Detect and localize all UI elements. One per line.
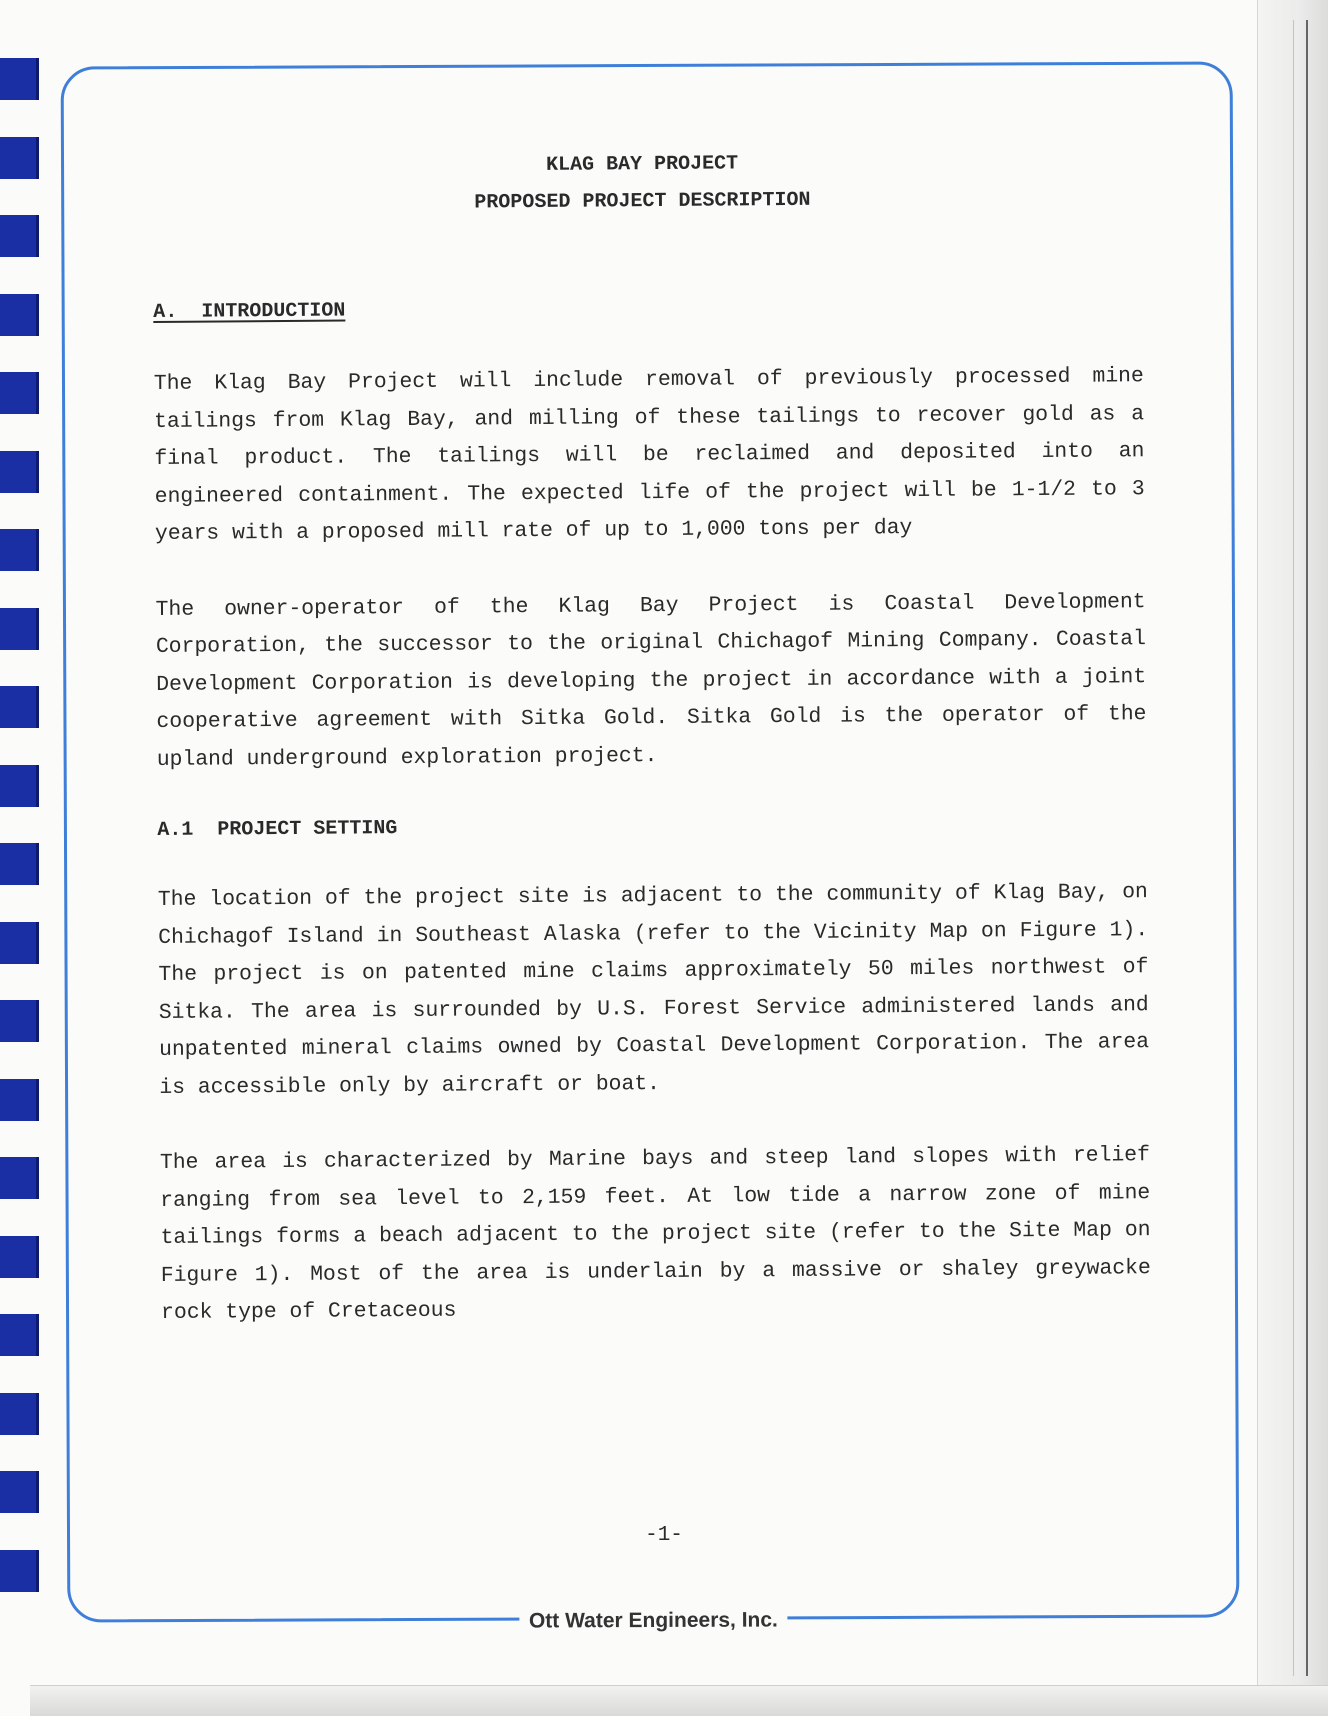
paragraph: The Klag Bay Project will include removal of previously processed mine tailings from Klag Bay, and milling of these tailings to recover gold as a final product. The tailings will be reclaimed and deposited into an engineered containment. The expected life of the project will be 1-1/2 to 3 years with a proposed mill rate of up to 1,000 tons per day bbox=[153, 364, 1145, 546]
footer-firm-text: Ott Water Engineers, Inc. bbox=[519, 1608, 788, 1633]
section-heading-project-setting: A.1 PROJECT SETTING bbox=[157, 817, 398, 842]
binding-punch bbox=[0, 1471, 39, 1513]
page-number: -1- bbox=[645, 1524, 683, 1547]
binding-punch bbox=[0, 215, 39, 257]
section-heading-introduction: A. INTRODUCTION bbox=[153, 299, 346, 324]
binding-punch bbox=[0, 1079, 39, 1121]
binding-punch bbox=[0, 1000, 39, 1042]
paragraph: The owner-operator of the Klag Bay Project is Coastal Development Corporation, the successor to the original Chichagof Mining Company. Coastal Development Corporation is developing the project in accordance with a joint cooperative agreement with Sitka Gold. Sitka Gold is the operator of the upland underground exploration project. bbox=[155, 589, 1147, 772]
paragraph: The location of the project site is adjacent to the community of Klag Bay, on Chichagof Island in Southeast Alaska (refer to the Vicinity Map on Figure 1). The project is on patented mine claims approximately 50 miles northwest of Sitka. The area is surrounded by U.S. Forest Service administered lands and unpatented mineral claims owned by Coastal Development Corporation. The area is accessible only by aircraft or boat. bbox=[157, 880, 1150, 1100]
binding-punch bbox=[0, 372, 39, 414]
binding-punch bbox=[0, 1157, 39, 1199]
binding-punch bbox=[0, 686, 39, 728]
binding-punch bbox=[0, 294, 39, 336]
binding-punch bbox=[0, 1314, 39, 1356]
page-edge-line bbox=[1293, 20, 1294, 1676]
binding-punch bbox=[0, 58, 39, 100]
spiral-binding bbox=[0, 58, 40, 1648]
page-edge-line bbox=[1306, 20, 1308, 1676]
binding-punch bbox=[0, 608, 39, 650]
document-title: KLAG BAY PROJECT bbox=[546, 152, 739, 177]
binding-punch bbox=[0, 451, 39, 493]
binding-punch bbox=[0, 843, 39, 885]
bottom-page-edge bbox=[30, 1685, 1328, 1716]
paragraph: The area is characterized by Marine bays and steep land slopes with relief ranging from sea level to 2,159 feet. At low tide a narrow zone of mine tailings forms a beach adjacent to the project site (refer to the Site Map on Figure 1). Most of the area is underlain by a massive or shaley greywacke rock type of Cretaceous bbox=[159, 1143, 1151, 1325]
footer-firm-name bbox=[70, 1606, 1236, 1635]
binding-punch bbox=[0, 1550, 39, 1592]
binding-punch bbox=[0, 922, 39, 964]
binding-punch bbox=[0, 1393, 39, 1435]
document-subtitle: PROPOSED PROJECT DESCRIPTION bbox=[474, 188, 811, 215]
binding-punch bbox=[0, 137, 39, 179]
stacked-page-edges bbox=[1257, 0, 1328, 1716]
binding-punch bbox=[0, 529, 39, 571]
title-block bbox=[152, 142, 1133, 224]
binding-punch bbox=[0, 1236, 39, 1278]
binding-punch bbox=[0, 765, 39, 807]
page-content bbox=[152, 142, 1161, 1332]
